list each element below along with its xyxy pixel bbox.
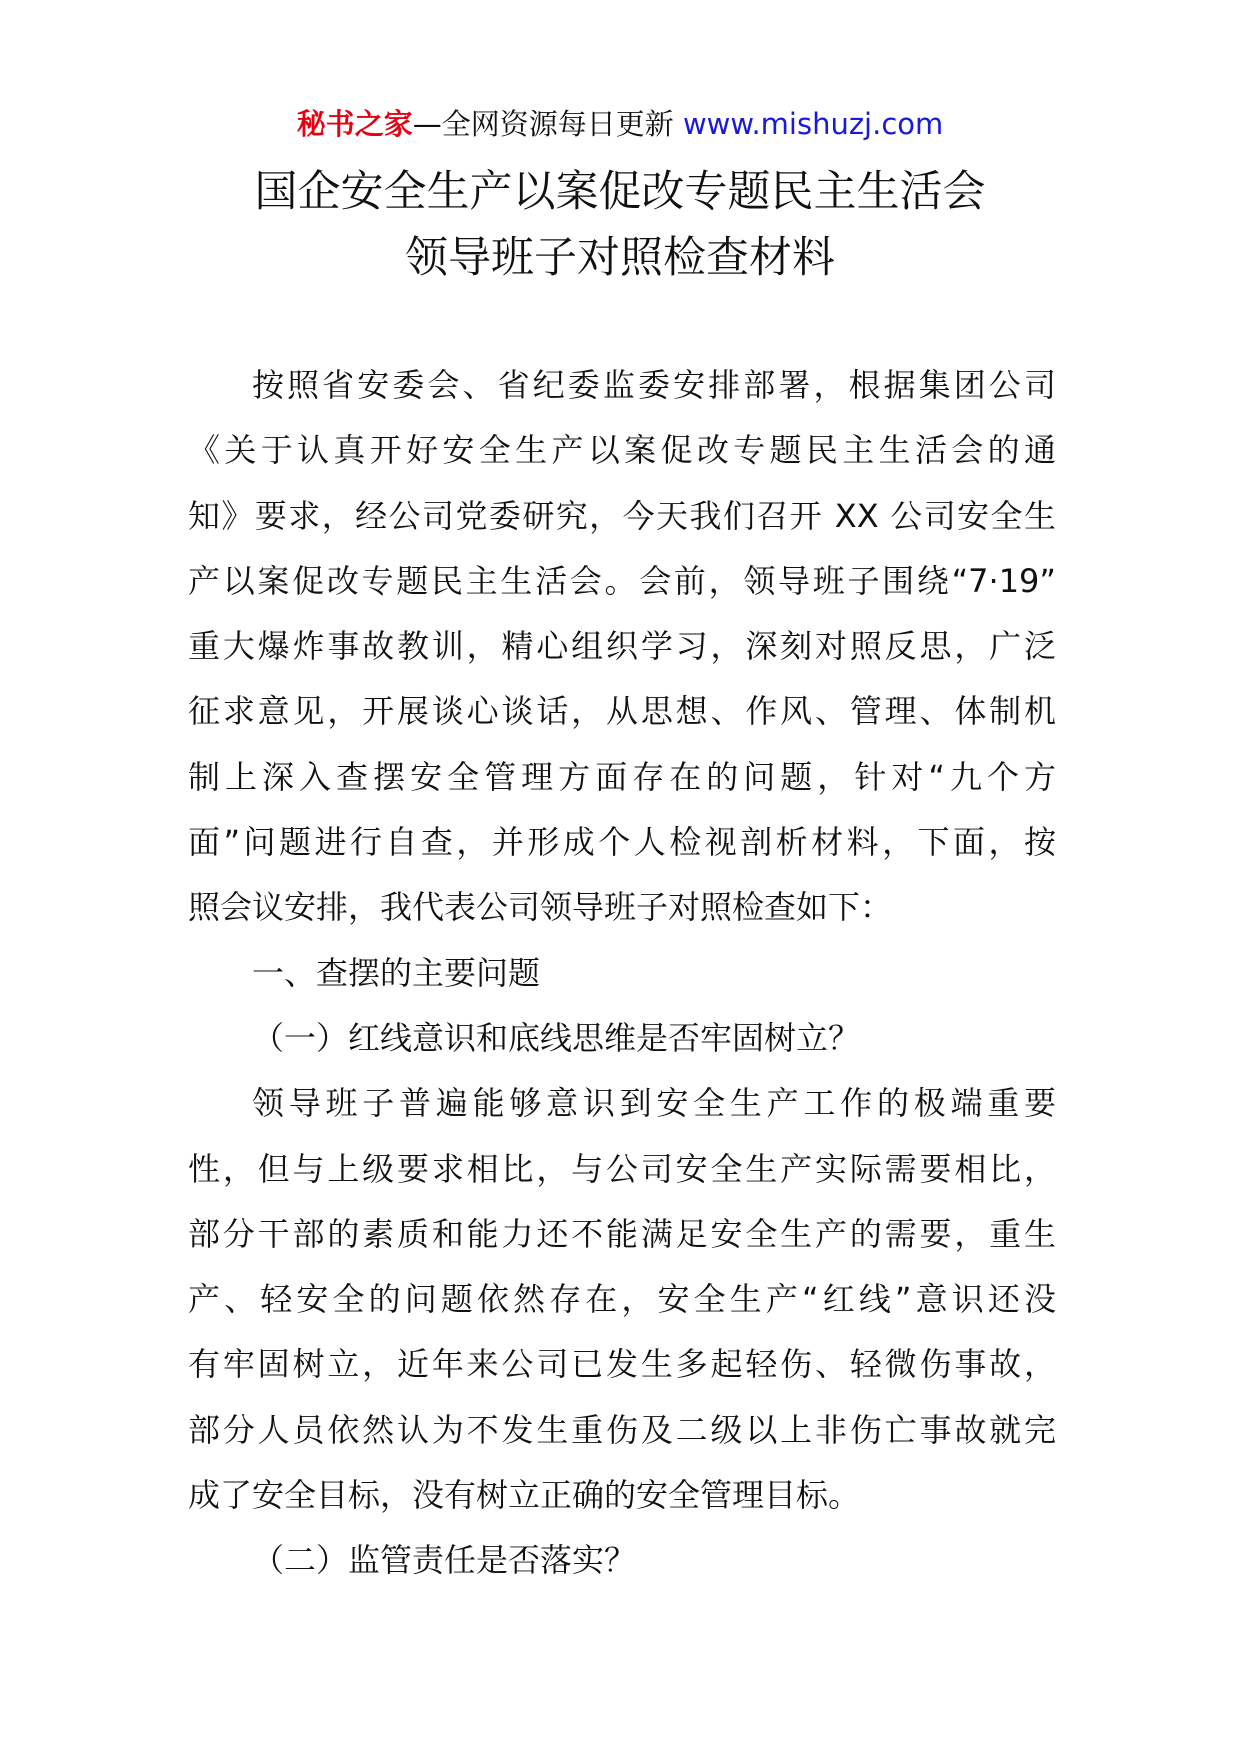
- text-line: 一、查摆的主要问题: [252, 953, 541, 992]
- text-line: 按照省安委会、省纪委监委安排部署，根据集团公司: [252, 366, 1056, 404]
- brand-slogan: —全网资源每日更新: [412, 107, 674, 141]
- header-banner: [0, 102, 1240, 146]
- document-title-line-2: 领导班子对照检查材料: [405, 233, 835, 283]
- text-line: 制上深入查摆安全管理方面存在的问题，针对“九个方: [188, 757, 1056, 796]
- text-line: 产、轻安全的问题依然存在，安全生产“红线”意识还没: [188, 1280, 1056, 1319]
- text-line: 部分人员依然认为不发生重伤及二级以上非伤亡事故就完: [188, 1410, 1056, 1449]
- text-line: 产以案促改专题民主生活会。会前，领导班子围绕“7·19”: [188, 561, 1056, 600]
- text-line: 部分干部的素质和能力还不能满足安全生产的需要，重生: [188, 1214, 1056, 1253]
- text-line: 重大爆炸事故教训，精心组织学习，深刻对照反思，广泛: [188, 627, 1056, 666]
- brand-name: 秘书之家: [296, 107, 413, 141]
- text-line: 有牢固树立，近年来公司已发生多起轻伤、轻微伤事故，: [188, 1345, 1056, 1384]
- text-line: 领导班子普遍能够意识到安全生产工作的极端重要: [252, 1084, 1056, 1123]
- text-line: 知》要求，经公司党委研究，今天我们召开 XX 公司安全生: [188, 496, 1056, 535]
- text-line: 成了安全目标，没有树立正确的安全管理目标。: [188, 1476, 861, 1515]
- text-line: 性，但与上级要求相比，与公司安全生产实际需要相比，: [188, 1149, 1056, 1188]
- text-line: 《关于认真开好安全生产以案促改专题民主生活会的通: [188, 431, 1056, 470]
- text-line: 照会议安排，我代表公司领导班子对照检查如下：: [188, 888, 893, 927]
- text-line: （二）监管责任是否落实？: [252, 1541, 637, 1580]
- text-line: 征求意见，开展谈心谈话，从思想、作风、管理、体制机: [188, 692, 1056, 731]
- text-line: 面”问题进行自查，并形成个人检视剖析材料，下面，按: [188, 823, 1056, 862]
- document-title-line-1: 国企安全生产以案促改专题民主生活会: [254, 167, 986, 217]
- document-body: [188, 353, 1056, 1594]
- website-link[interactable]: www.mishuzj.com: [682, 107, 944, 141]
- text-line: （一）红线意识和底线思维是否牢固树立？: [252, 1018, 861, 1057]
